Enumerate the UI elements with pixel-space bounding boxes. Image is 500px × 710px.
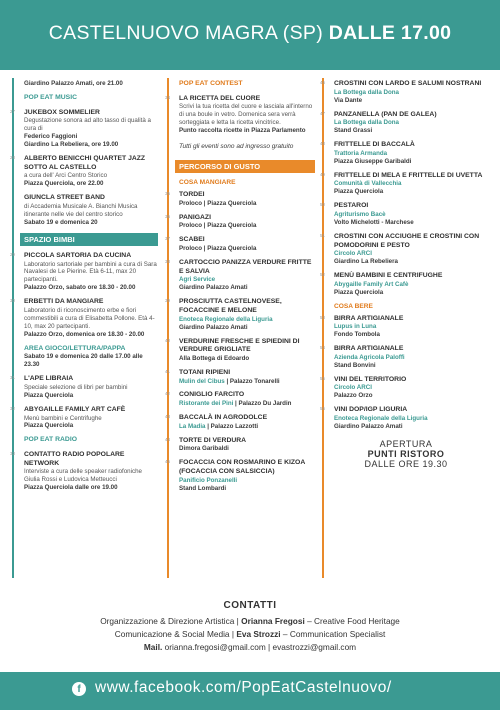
footer-bar [0, 672, 500, 710]
list-item: 56 VINI DOP/IGP LIGURIA Enoteca Regionale della Liguria Giardino Palazzo Amati [320, 406, 428, 430]
list-item: 35 TORDEI Proloco | Piazza Querciola [165, 191, 257, 207]
subheading-bere: COSA BERE [334, 302, 373, 310]
facebook-link[interactable]: www.facebook.com/PopEatCastelnuovo/ [95, 679, 392, 696]
free-entry-note: Tutti gli eventi sono ad ingresso gratuito [179, 143, 294, 151]
list-item: 31 L'APE LIBRAIA Speciale selezione di libri per bambini Piazza Querciola [10, 375, 128, 399]
list-item: 37 SCABEI Proloco | Piazza Querciola [165, 236, 257, 253]
radio-heading: POP EAT RADIO [24, 436, 77, 444]
list-item: 41 TOTANI RIPIENI Mulin del Cibus | Palazzo Tonarelli [165, 368, 280, 385]
apertura-line: DALLE ORE 19.30 [364, 458, 448, 469]
list-item: Giardino Palazzo Amati, ore 21.00 [24, 80, 123, 87]
section-header-bimbi: SPAZIO BIMBI [20, 233, 158, 246]
list-item: 39 PROSCIUTTA CASTELNOVESE, FOCACCINE E MELONE Enoteca Regionale della Liguria Giardino Palazzo Amati [165, 298, 282, 331]
list-item: 53 BIRRA ARTIGIANALE Lupus in Luna Fondo Tombola [320, 314, 404, 339]
contest-heading: POP EAT CONTEST [179, 80, 243, 87]
list-item: GIUNCLA STREET BAND di Accademia Musicale A. Bianchi Musica itinerante nelle vie del centro storico Sabato 19 e domenica 20 [24, 194, 138, 226]
section-header-percorso: PERCORSO DI GUSTO [175, 160, 315, 173]
list-item: 54 BIRRA ARTIGIANALE Azienda Agricola Paloffi Stand Bonvini [320, 345, 405, 369]
list-item: 36 PANIGAZI Proloco | Piazza Querciola [165, 213, 257, 230]
column-music-kids [12, 80, 158, 498]
list-item: 45 FOCACCIA CON ROSMARINO E KIZOA (FOCACCIA CON SALSICCIA) Panificio Ponzanelli Stand Lombardi [165, 459, 305, 492]
list-item: 38 CARTOCCIO PANIZZA VERDURE FRITTE E SALVIA Agri Service Giardino Palazzo Amati [165, 259, 312, 292]
column-food-drink [322, 80, 490, 469]
list-item: 51 CROSTINI CON ACCIUGHE E CROSTINI CON POMODORINI E PESTO Circolo ARCI Giardino La Rebeliera [320, 232, 480, 266]
contact-line: Comunicazione & Social Media | Eva Strozzi – Communication Specialist [114, 629, 386, 639]
column-contest-food [167, 80, 315, 499]
list-item: 33 CONTATTO RADIO POPOLARE NETWORK Interviste a cura delle speaker radiofoniche Giulia Rossi e Ludovica Metteucci Piazza Querciola dalle ore 19.00 [10, 451, 142, 492]
list-item: 55 VINI DEL TERRITORIO Circolo ARCI Palazzo Orzo [320, 375, 407, 400]
list-item: 28 ALBERTO BENICCHI QUARTET JAZZ SOTTO AL CASTELLO a cura dell' Arci Centro Storico Piazza Querciola, ore 22.00 [10, 155, 146, 188]
list-item: 47 PANZANELLA (PAN DE GALEA) La Bottega dalla Dona Stand Grassi [320, 110, 437, 135]
contacts-heading: CONTATTI [223, 600, 277, 611]
music-heading: POP EAT MUSIC [24, 93, 77, 101]
list-item: 43 BACCALÀ IN AGRODOLCE La Madia | Palazzo Lazzotti [165, 414, 268, 430]
apertura-line: PUNTI RISTORO [367, 448, 445, 459]
contacts-section [0, 600, 500, 655]
list-item: 44 TORTE DI VERDURA Dimora Garibaldi [165, 436, 247, 453]
list-item: 52 MENÙ BAMBINI E CENTRIFUGHE Abygaille Family Art Cafè Piazza Querciola [320, 272, 443, 296]
list-item: 48 FRITTELLE DI BACCALÀ Trattoria Armanda Piazza Giuseppe Garibaldi [320, 141, 415, 165]
list-item: 29 PICCOLA SARTORIA DA CUCINA Laboratorio sartoriale per bambini a cura di Sara Navalesi de Le Pierine. Età 6-11, max 20 partecipanti. Palazzo Orzo, sabato ore 18.30 - 20.00 [10, 251, 157, 292]
facebook-icon[interactable]: f [72, 682, 86, 696]
list-item: 50 PESTAROI Agriturismo Bacè Volto Michelotti - Marchese [320, 202, 414, 226]
page-title: CASTELNUOVO MAGRA (SP) DALLE 17.00 [48, 22, 452, 44]
subheading-mangiare: COSA MANGIARE [179, 179, 236, 187]
list-item: 34 LA RICETTA DEL CUORE Scrivi la tua ricetta del cuore e lasciala all'interno di una boule in vetro. Domenica sera verrà sorteggiata e letta la ricetta vincitrice. Punto raccolta ricette in Piazza Parlamento [165, 94, 313, 135]
list-item: 49 FRITTELLE DI MELA E FRITTELLE DI UVETTA Comunità di Vallecchia Piazza Querciola [320, 171, 483, 196]
list-item: 40 VERDURINE FRESCHE E SPIEDINI DI VERDURE GRIGLIATE Alla Bottega di Edoardo [165, 337, 300, 362]
header-banner [0, 0, 500, 70]
list-item: 27 JUKEBOX SOMMELIER Degustazione sonora ad alto tasso di qualità a cura di Federico Faggioni Giardino La Rebeliera, ore 19.00 [10, 108, 151, 149]
apertura-line: APERTURA [379, 438, 433, 449]
contact-line: Organizzazione & Direzione Artistica | Orianna Fregosi – Creative Food Heritage [100, 616, 400, 626]
apertura-block [322, 439, 490, 469]
contact-line: Mail. orianna.fregosi@gmail.com | evastrozzi@gmail.com [143, 642, 357, 652]
list-item: 30 ERBETTI DA MANGIARE Laboratorio di riconoscimento erbe e fiori commestibili a cura di Elisabetta Pollone. Età 4-10, max 20 partecipanti. Palazzo Orzo, domenica ore 18.30 - 20.00 [10, 298, 155, 338]
list-item: 42 CONIGLIO FARCITO Ristorante dei Pini | Palazzo Du Jardin [165, 391, 292, 408]
list-item: 46 CROSTINI CON LARDO E SALUMI NOSTRANI La Bottega dalla Dona Via Dante [320, 80, 482, 104]
list-item: 32 ABYGAILLE FAMILY ART CAFÈ Menù bambini e Centrifughe Piazza Querciola [10, 405, 126, 430]
area-heading: AREA GIOCO/LETTURA/PAPPA Sabato 19 e domenica 20 dalle 17.00 alle 23.30 [24, 344, 143, 369]
